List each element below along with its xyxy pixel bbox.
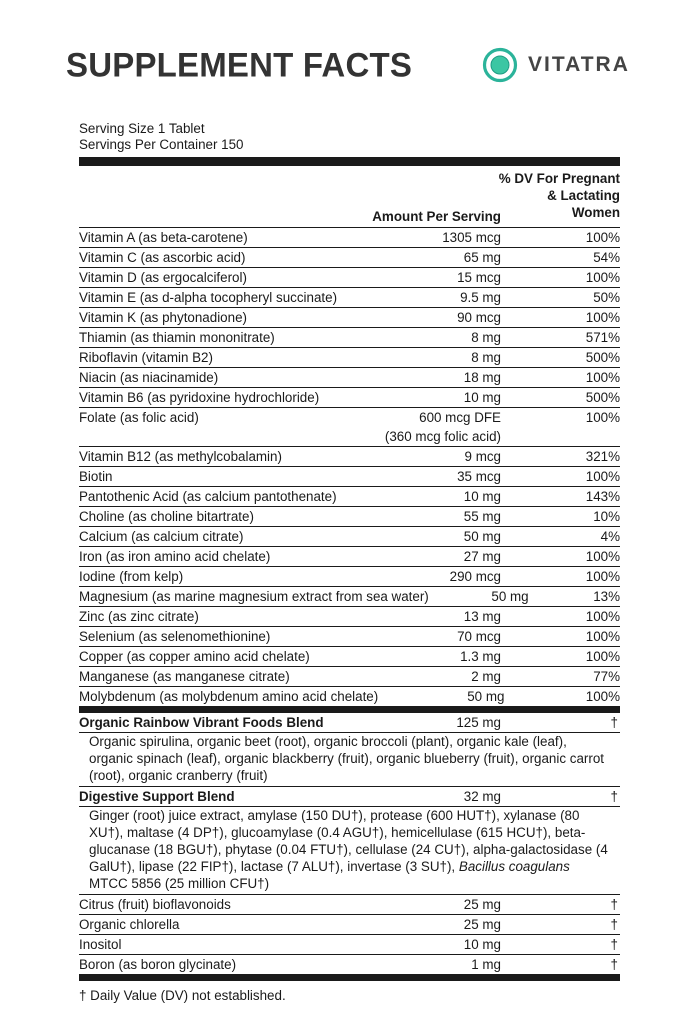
ingredient-name: Niacin (as niacinamide) bbox=[79, 370, 219, 385]
nutrient-row bbox=[79, 487, 620, 507]
brand-name: VITATRA bbox=[528, 53, 630, 76]
ingredient-dv: 500% bbox=[585, 390, 620, 405]
divider-thick bbox=[79, 157, 620, 166]
ingredient-dv: 13% bbox=[593, 589, 620, 604]
nutrient-row bbox=[79, 447, 620, 467]
nutrient-row bbox=[79, 248, 620, 268]
ingredient-name: Molybdenum (as molybdenum amino acid chelate) bbox=[79, 689, 379, 704]
ingredient-dv: 10% bbox=[593, 509, 620, 524]
ingredient-name: Biotin bbox=[79, 469, 113, 484]
ingredient-amount: 1305 mcg bbox=[442, 230, 501, 245]
ingredient-amount: 9 mcg bbox=[464, 449, 501, 464]
nutrient-row bbox=[79, 547, 620, 567]
ingredient-dv: 500% bbox=[585, 350, 620, 365]
ingredient-dv: † bbox=[610, 917, 618, 933]
vitatra-circle-logo-icon bbox=[482, 47, 518, 83]
footnote: † Daily Value (DV) not established. bbox=[79, 988, 286, 1004]
ingredient-name: Iodine (from kelp) bbox=[79, 569, 184, 584]
column-header bbox=[79, 166, 620, 228]
ingredient-dv: 100% bbox=[585, 689, 620, 704]
blend-description: Organic spirulina, organic beet (root), organic broccoli (plant), organic kale (leaf), organic spinach (leaf), organic blackberry (fruit), organic blueberry (fruit), organic carrot (root), organic cranberry (fruit) bbox=[79, 733, 620, 787]
ingredient-dv: 100% bbox=[585, 629, 620, 644]
ingredient-amount: 2 mg bbox=[471, 669, 501, 684]
ingredient-name: Manganese (as manganese citrate) bbox=[79, 669, 290, 684]
supplement-facts-panel bbox=[79, 121, 620, 1005]
ingredient-amount: 10 mg bbox=[463, 489, 501, 504]
other-ingredients-list bbox=[79, 895, 620, 975]
ingredient-name: Boron (as boron glycinate) bbox=[79, 957, 237, 973]
nutrient-row bbox=[79, 627, 620, 647]
nutrient-row bbox=[79, 647, 620, 667]
serving-size: Serving Size 1 Tablet bbox=[79, 121, 205, 136]
blend-description: Ginger (root) juice extract, amylase (150 DU†), protease (600 HUT†), xylanase (80 XU†), maltase (4 DP†), glucoamylase (0.4 AGU†), hemicellulase (615 HCU†), beta-glucanase (18 BGU†), phytase (0.04 FTU†), cellulase (24 CU†), alpha-galactosidase (4 GalU†), lipase (22 FIP†), lactase (7 ALU†), invertase (3 SU†), Bacillus coagulans MTCC 5856 (25 million CFU†) bbox=[79, 807, 620, 895]
ingredient-name: Calcium (as calcium citrate) bbox=[79, 529, 244, 544]
ingredient-dv: 100% bbox=[585, 569, 620, 584]
ingredient-name: Choline (as choline bitartrate) bbox=[79, 509, 254, 524]
ingredient-name: Copper (as copper amino acid chelate) bbox=[79, 649, 310, 664]
ingredient-name: Thiamin (as thiamin mononitrate) bbox=[79, 330, 275, 345]
servings-per-container: Servings Per Container 150 bbox=[79, 137, 244, 152]
ingredient-amount: 8 mg bbox=[471, 350, 501, 365]
nutrient-row bbox=[79, 328, 620, 348]
nutrient-row bbox=[79, 388, 620, 408]
ingredient-amount: 90 mcg bbox=[457, 310, 501, 325]
ingredient-amount: 65 mg bbox=[463, 250, 501, 265]
nutrient-row bbox=[79, 687, 620, 707]
ingredient-dv: 4% bbox=[600, 529, 620, 544]
ingredient-name: Pantothenic Acid (as calcium pantothenate) bbox=[79, 489, 337, 504]
ingredient-name: Selenium (as selenomethionine) bbox=[79, 629, 271, 644]
ingredient-dv: 100% bbox=[585, 270, 620, 285]
ingredient-amount: 15 mcg bbox=[457, 270, 501, 285]
ingredient-name: Riboflavin (vitamin B2) bbox=[79, 350, 213, 365]
dv-column-header: % DV For Pregnant & Lactating Women bbox=[498, 171, 620, 220]
ingredient-amount: 18 mg bbox=[463, 370, 501, 385]
ingredient-amount: 8 mg bbox=[471, 330, 501, 345]
ingredient-dv: 100% bbox=[585, 549, 620, 564]
ingredient-amount: 290 mcg bbox=[449, 569, 501, 584]
nutrient-row bbox=[79, 308, 620, 328]
ingredient-amount: 27 mg bbox=[463, 549, 501, 564]
divider-bottom bbox=[79, 975, 620, 981]
ingredient-dv: 77% bbox=[593, 669, 620, 684]
ingredient-name: Zinc (as zinc citrate) bbox=[79, 609, 199, 624]
ingredient-dv: 100% bbox=[585, 310, 620, 325]
ingredient-amount: 1.3 mg bbox=[460, 649, 501, 664]
blend-amount: 32 mg bbox=[463, 789, 501, 805]
ingredient-dv: 100% bbox=[585, 370, 620, 385]
ingredient-dv: 100% bbox=[585, 469, 620, 484]
ingredient-amount: 70 mcg bbox=[457, 629, 501, 644]
ingredient-amount: 10 mg bbox=[463, 937, 501, 953]
blend-dv: † bbox=[610, 789, 618, 805]
page-title: SUPPLEMENT FACTS bbox=[66, 45, 413, 84]
nutrient-row bbox=[79, 268, 620, 288]
nutrient-row bbox=[79, 288, 620, 308]
ingredient-amount: 25 mg bbox=[463, 897, 501, 913]
nutrient-row bbox=[79, 467, 620, 487]
ingredient-dv: † bbox=[610, 937, 618, 953]
ingredient-amount: 13 mg bbox=[463, 609, 501, 624]
ingredient-amount: 55 mg bbox=[463, 509, 501, 524]
ingredient-amount: 10 mg bbox=[463, 390, 501, 405]
ingredient-name: Iron (as iron amino acid chelate) bbox=[79, 549, 271, 564]
ingredient-name: Vitamin B12 (as methylcobalamin) bbox=[79, 449, 282, 464]
other-ingredient-row bbox=[79, 895, 620, 915]
other-ingredient-row bbox=[79, 935, 620, 955]
ingredient-dv: 54% bbox=[593, 250, 620, 265]
ingredient-dv: 100% bbox=[585, 230, 620, 245]
nutrient-row bbox=[79, 408, 620, 447]
ingredient-amount: 35 mcg bbox=[457, 469, 501, 484]
brand bbox=[482, 46, 630, 84]
ingredient-amount: 600 mcg DFE (360 mcg folic acid) bbox=[384, 410, 501, 444]
nutrient-row bbox=[79, 567, 620, 587]
other-ingredient-row bbox=[79, 915, 620, 935]
ingredient-amount: 50 mg bbox=[467, 689, 505, 704]
ingredient-dv: 571% bbox=[585, 330, 620, 345]
ingredient-amount: 50 mg bbox=[463, 529, 501, 544]
blend-row bbox=[79, 713, 620, 733]
ingredient-name: Folate (as folic acid) bbox=[79, 410, 199, 425]
amount-column-header: Amount Per Serving bbox=[372, 209, 501, 224]
blend-name: Digestive Support Blend bbox=[79, 789, 235, 805]
ingredient-name: Vitamin K (as phytonadione) bbox=[79, 310, 247, 325]
ingredient-name: Vitamin B6 (as pyridoxine hydrochloride) bbox=[79, 390, 320, 405]
ingredient-name: Magnesium (as marine magnesium extract from sea water) bbox=[79, 589, 429, 604]
ingredient-dv: † bbox=[610, 897, 618, 913]
ingredient-dv: 321% bbox=[585, 449, 620, 464]
ingredient-amount: 9.5 mg bbox=[460, 290, 501, 305]
nutrient-row bbox=[79, 507, 620, 527]
ingredient-name: Vitamin D (as ergocalciferol) bbox=[79, 270, 247, 285]
nutrient-row bbox=[79, 228, 620, 248]
nutrient-row bbox=[79, 527, 620, 547]
ingredient-name: Inositol bbox=[79, 937, 122, 953]
blend-row bbox=[79, 787, 620, 807]
nutrient-row bbox=[79, 587, 620, 607]
ingredient-dv: 100% bbox=[585, 609, 620, 624]
ingredient-dv: 100% bbox=[585, 649, 620, 664]
ingredient-name: Vitamin A (as beta-carotene) bbox=[79, 230, 248, 245]
ingredient-dv: 143% bbox=[585, 489, 620, 504]
ingredient-name: Organic chlorella bbox=[79, 917, 180, 933]
ingredient-amount: 25 mg bbox=[463, 917, 501, 933]
blend-amount: 125 mg bbox=[456, 715, 501, 730]
nutrient-row bbox=[79, 667, 620, 687]
ingredient-dv: 50% bbox=[593, 290, 620, 305]
ingredient-name: Vitamin E (as d-alpha tocopheryl succinate) bbox=[79, 290, 338, 305]
ingredient-dv: 100% bbox=[585, 410, 620, 425]
blend-dv: † bbox=[610, 715, 618, 730]
ingredient-amount: 50 mg bbox=[491, 589, 529, 604]
nutrient-row bbox=[79, 368, 620, 388]
ingredient-dv: † bbox=[610, 957, 618, 973]
nutrient-list bbox=[79, 228, 620, 707]
ingredient-name: Citrus (fruit) bioflavonoids bbox=[79, 897, 231, 913]
blend-name: Organic Rainbow Vibrant Foods Blend bbox=[79, 715, 324, 730]
ingredient-name: Vitamin C (as ascorbic acid) bbox=[79, 250, 246, 265]
other-ingredient-row bbox=[79, 955, 620, 975]
nutrient-row bbox=[79, 348, 620, 368]
ingredient-amount: 1 mg bbox=[471, 957, 501, 973]
nutrient-row bbox=[79, 607, 620, 627]
